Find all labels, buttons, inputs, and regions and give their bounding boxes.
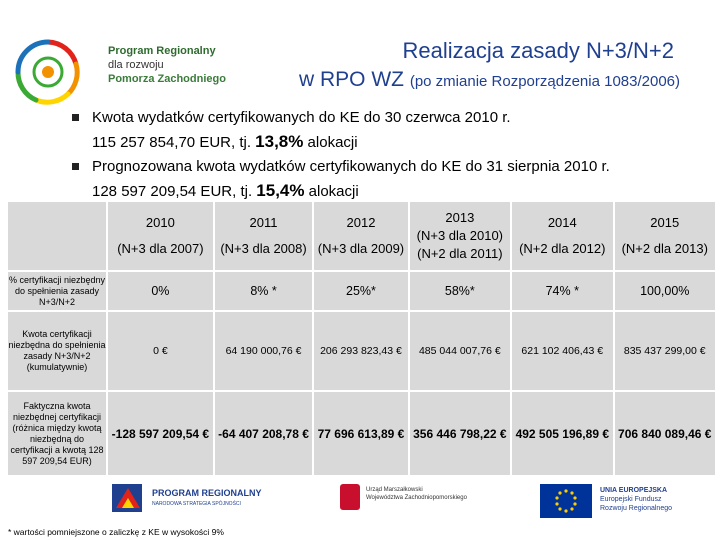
slide-title-main: w RPO WZ (298, 68, 404, 91)
table-cell: 8% * (214, 271, 314, 311)
year-note: (N+2 dla 2012) (519, 241, 606, 256)
table-row (7, 391, 716, 476)
footnote: * wartości pomniejszone o zaliczkę z KE w wysokości 9% (8, 527, 224, 537)
table-row (7, 271, 716, 311)
table-header-cell (511, 201, 613, 271)
year-note: (N+2 dla 2011) (417, 246, 503, 261)
program-regionalny-text (152, 488, 262, 510)
table-cell: 100,00% (614, 271, 716, 311)
voivodeship-text (366, 486, 467, 502)
prog-line-1: PROGRAM REGIONALNY (152, 488, 262, 498)
table-cell: 64 190 000,76 € (214, 311, 314, 391)
logo-line-3: Pomorza Zachodniego (108, 73, 226, 85)
table-cell: 0% (107, 271, 214, 311)
logo-line-1: Program Regionalny (108, 45, 216, 57)
bullet-amount: 128 597 209,54 EUR, tj. (92, 183, 253, 200)
eu-flag-icon (540, 484, 592, 518)
slide-title-subtitle: (po zmianie Rozporządzenia 1083/2006) (409, 73, 680, 90)
bullet-text: Prognozowana kwota wydatków certyfikowanych do KE do 31 sierpnia 2010 r. (92, 158, 610, 175)
year-note: (N+2 dla 2013) (621, 241, 708, 256)
eu-text (600, 486, 672, 513)
table-header-cell (409, 201, 511, 271)
table-cell: 485 044 007,76 € (409, 311, 511, 391)
program-regionalny-logo (110, 480, 270, 520)
row-label: Faktyczna kwota niezbędnej certyfikacji (różnica między kwotą niezbędną do certyfikacji a kwotą 128 597 209,54 EUR) (7, 391, 107, 476)
year-note: (N+3 dla 2010) (416, 228, 504, 243)
bullet-list (70, 106, 710, 204)
table-cell: -64 407 208,78 € (214, 391, 314, 476)
year-label: 2010 (145, 215, 175, 230)
bullet-percent: 15,4% (256, 181, 305, 200)
year-note: (N+3 dla 2008) (220, 241, 307, 256)
table-cell: -128 597 209,54 € (107, 391, 214, 476)
bullet-item (70, 106, 710, 155)
table-cell: 706 840 089,46 € (614, 391, 716, 476)
year-label: 2014 (547, 215, 577, 230)
bullet-amount-line (92, 130, 710, 155)
year-note: (N+3 dla 2007) (117, 241, 204, 256)
program-logo-text (108, 44, 226, 86)
table-cell: 74% * (511, 271, 613, 311)
certification-table (6, 200, 717, 477)
table-header-cell (214, 201, 314, 271)
table-header-cell (614, 201, 716, 271)
table-corner-cell (7, 201, 107, 271)
bullet-suffix: alokacji (308, 183, 359, 200)
woj-line-2: Województwa Zachodniopomorskiego (366, 495, 467, 501)
row-label: % certyfikacji niezbędny do spełnienia zasady N+3/N+2 (7, 271, 107, 311)
eu-line-1: UNIA EUROPEJSKA (600, 487, 668, 494)
table-header-cell (313, 201, 408, 271)
slide-title-line-1: Realizacja zasady N+3/N+2 (402, 38, 674, 63)
bullet-suffix: alokacji (307, 134, 358, 151)
bullet-text: Kwota wydatków certyfikowanych do KE do 30 czerwca 2010 r. (92, 109, 511, 126)
prog-line-2: NARODOWA STRATEGIA SPÓJNOŚCI (152, 501, 241, 507)
table-cell: 356 446 798,22 € (409, 391, 511, 476)
program-logo (6, 30, 226, 110)
voivodeship-logo (340, 484, 480, 514)
year-label: 2011 (249, 215, 278, 230)
woj-line-1: Urząd Marszałkowski (366, 487, 423, 493)
year-label: 2012 (346, 215, 376, 230)
table-cell: 492 505 196,89 € (511, 391, 613, 476)
eu-line-3: Rozwoju Regionalnego (600, 505, 672, 512)
coat-of-arms-icon (340, 484, 360, 510)
table-cell: 621 102 406,43 € (511, 311, 613, 391)
program-regionalny-icon (110, 480, 146, 516)
table-cell: 835 437 299,00 € (614, 311, 716, 391)
bullet-amount: 115 257 854,70 EUR, tj. (92, 134, 251, 151)
logo-line-2: dla rozwoju (108, 59, 164, 71)
program-logo-icon (10, 34, 86, 110)
table-cell: 58%* (409, 271, 511, 311)
table-header-cell (107, 201, 214, 271)
bullet-square-icon (72, 163, 79, 170)
bullet-item (70, 155, 710, 204)
table-cell: 77 696 613,89 € (313, 391, 408, 476)
year-label: 2015 (650, 215, 680, 230)
year-label: 2013 (445, 210, 475, 225)
eu-logo (540, 484, 680, 518)
table-row (7, 311, 716, 391)
table-cell: 206 293 823,43 € (313, 311, 408, 391)
row-label: Kwota certyfikacji niezbędna do spełnienia zasady N+3/N+2 (kumulatywnie) (7, 311, 107, 391)
table-header-row (7, 201, 716, 271)
bullet-square-icon (72, 114, 79, 121)
bullet-percent: 13,8% (255, 132, 304, 151)
slide-title-line-2 (299, 68, 680, 92)
table-cell: 0 € (107, 311, 214, 391)
table-cell: 25%* (313, 271, 408, 311)
year-note: (N+3 dla 2009) (317, 241, 405, 256)
eu-line-2: Europejski Fundusz (600, 496, 662, 503)
